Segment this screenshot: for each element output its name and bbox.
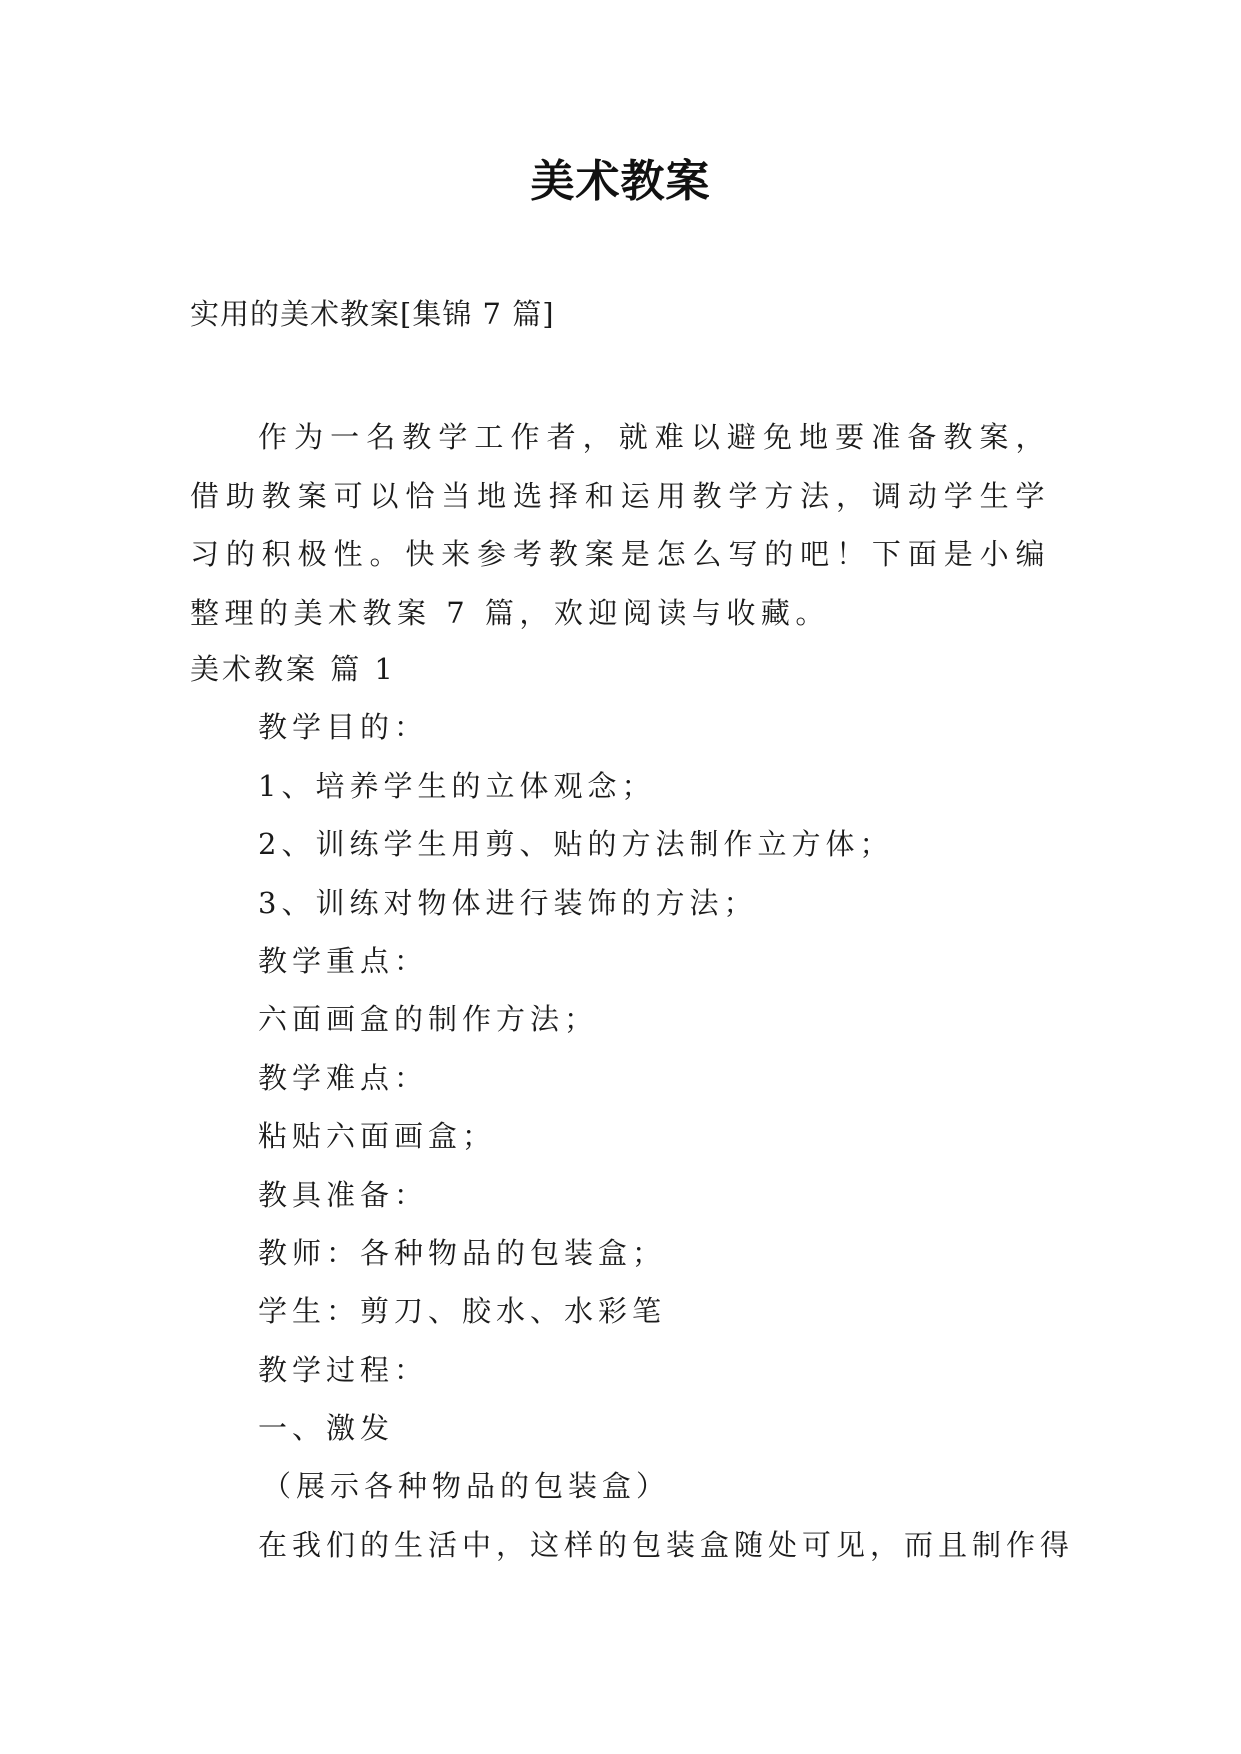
- body-line: 教师：各种物品的包装盒；: [258, 1235, 667, 1270]
- body-line: 在我们的生活中，这样的包装盒随处可见，而且制作得: [258, 1527, 1075, 1562]
- body-line: （展示各种物品的包装盒）: [262, 1469, 671, 1504]
- body-line: 粘贴六面画盒；: [258, 1119, 497, 1154]
- body-line: 教学过程：: [258, 1352, 429, 1387]
- body-line: 教学重点：: [258, 943, 429, 978]
- body-line: 学生：剪刀、胶水、水彩笔: [258, 1294, 667, 1329]
- document-subtitle: 实用的美术教案[集锦 7 篇]: [190, 297, 555, 331]
- body-line: 2、训练学生用剪、贴的方法制作立方体；: [258, 827, 894, 862]
- body-line: 教学难点：: [258, 1060, 429, 1095]
- section-heading: 美术教案 篇 1: [190, 652, 396, 686]
- body-line: 1、培养学生的立体观念；: [258, 768, 656, 803]
- body-lines: [0, 640, 1241, 1574]
- body-line: 六面画盒的制作方法；: [258, 1002, 599, 1037]
- body-line: 一、激发: [258, 1411, 395, 1446]
- document-title: 美术教案: [530, 156, 711, 207]
- body-line: 教学目的：: [258, 710, 429, 745]
- body-line: 3、训练对物体进行装饰的方法；: [258, 885, 758, 920]
- body-line: 教具准备：: [258, 1177, 429, 1212]
- intro-paragraph: 作为一名教学工作者，就难以避免地要准备教案，借助教案可以恰当地选择和运用教学方法，调动学生学习的积极性。快来参考教案是怎么写的吧！下面是小编整理的美术教案 7 篇，欢迎阅读与收藏。: [190, 420, 1050, 630]
